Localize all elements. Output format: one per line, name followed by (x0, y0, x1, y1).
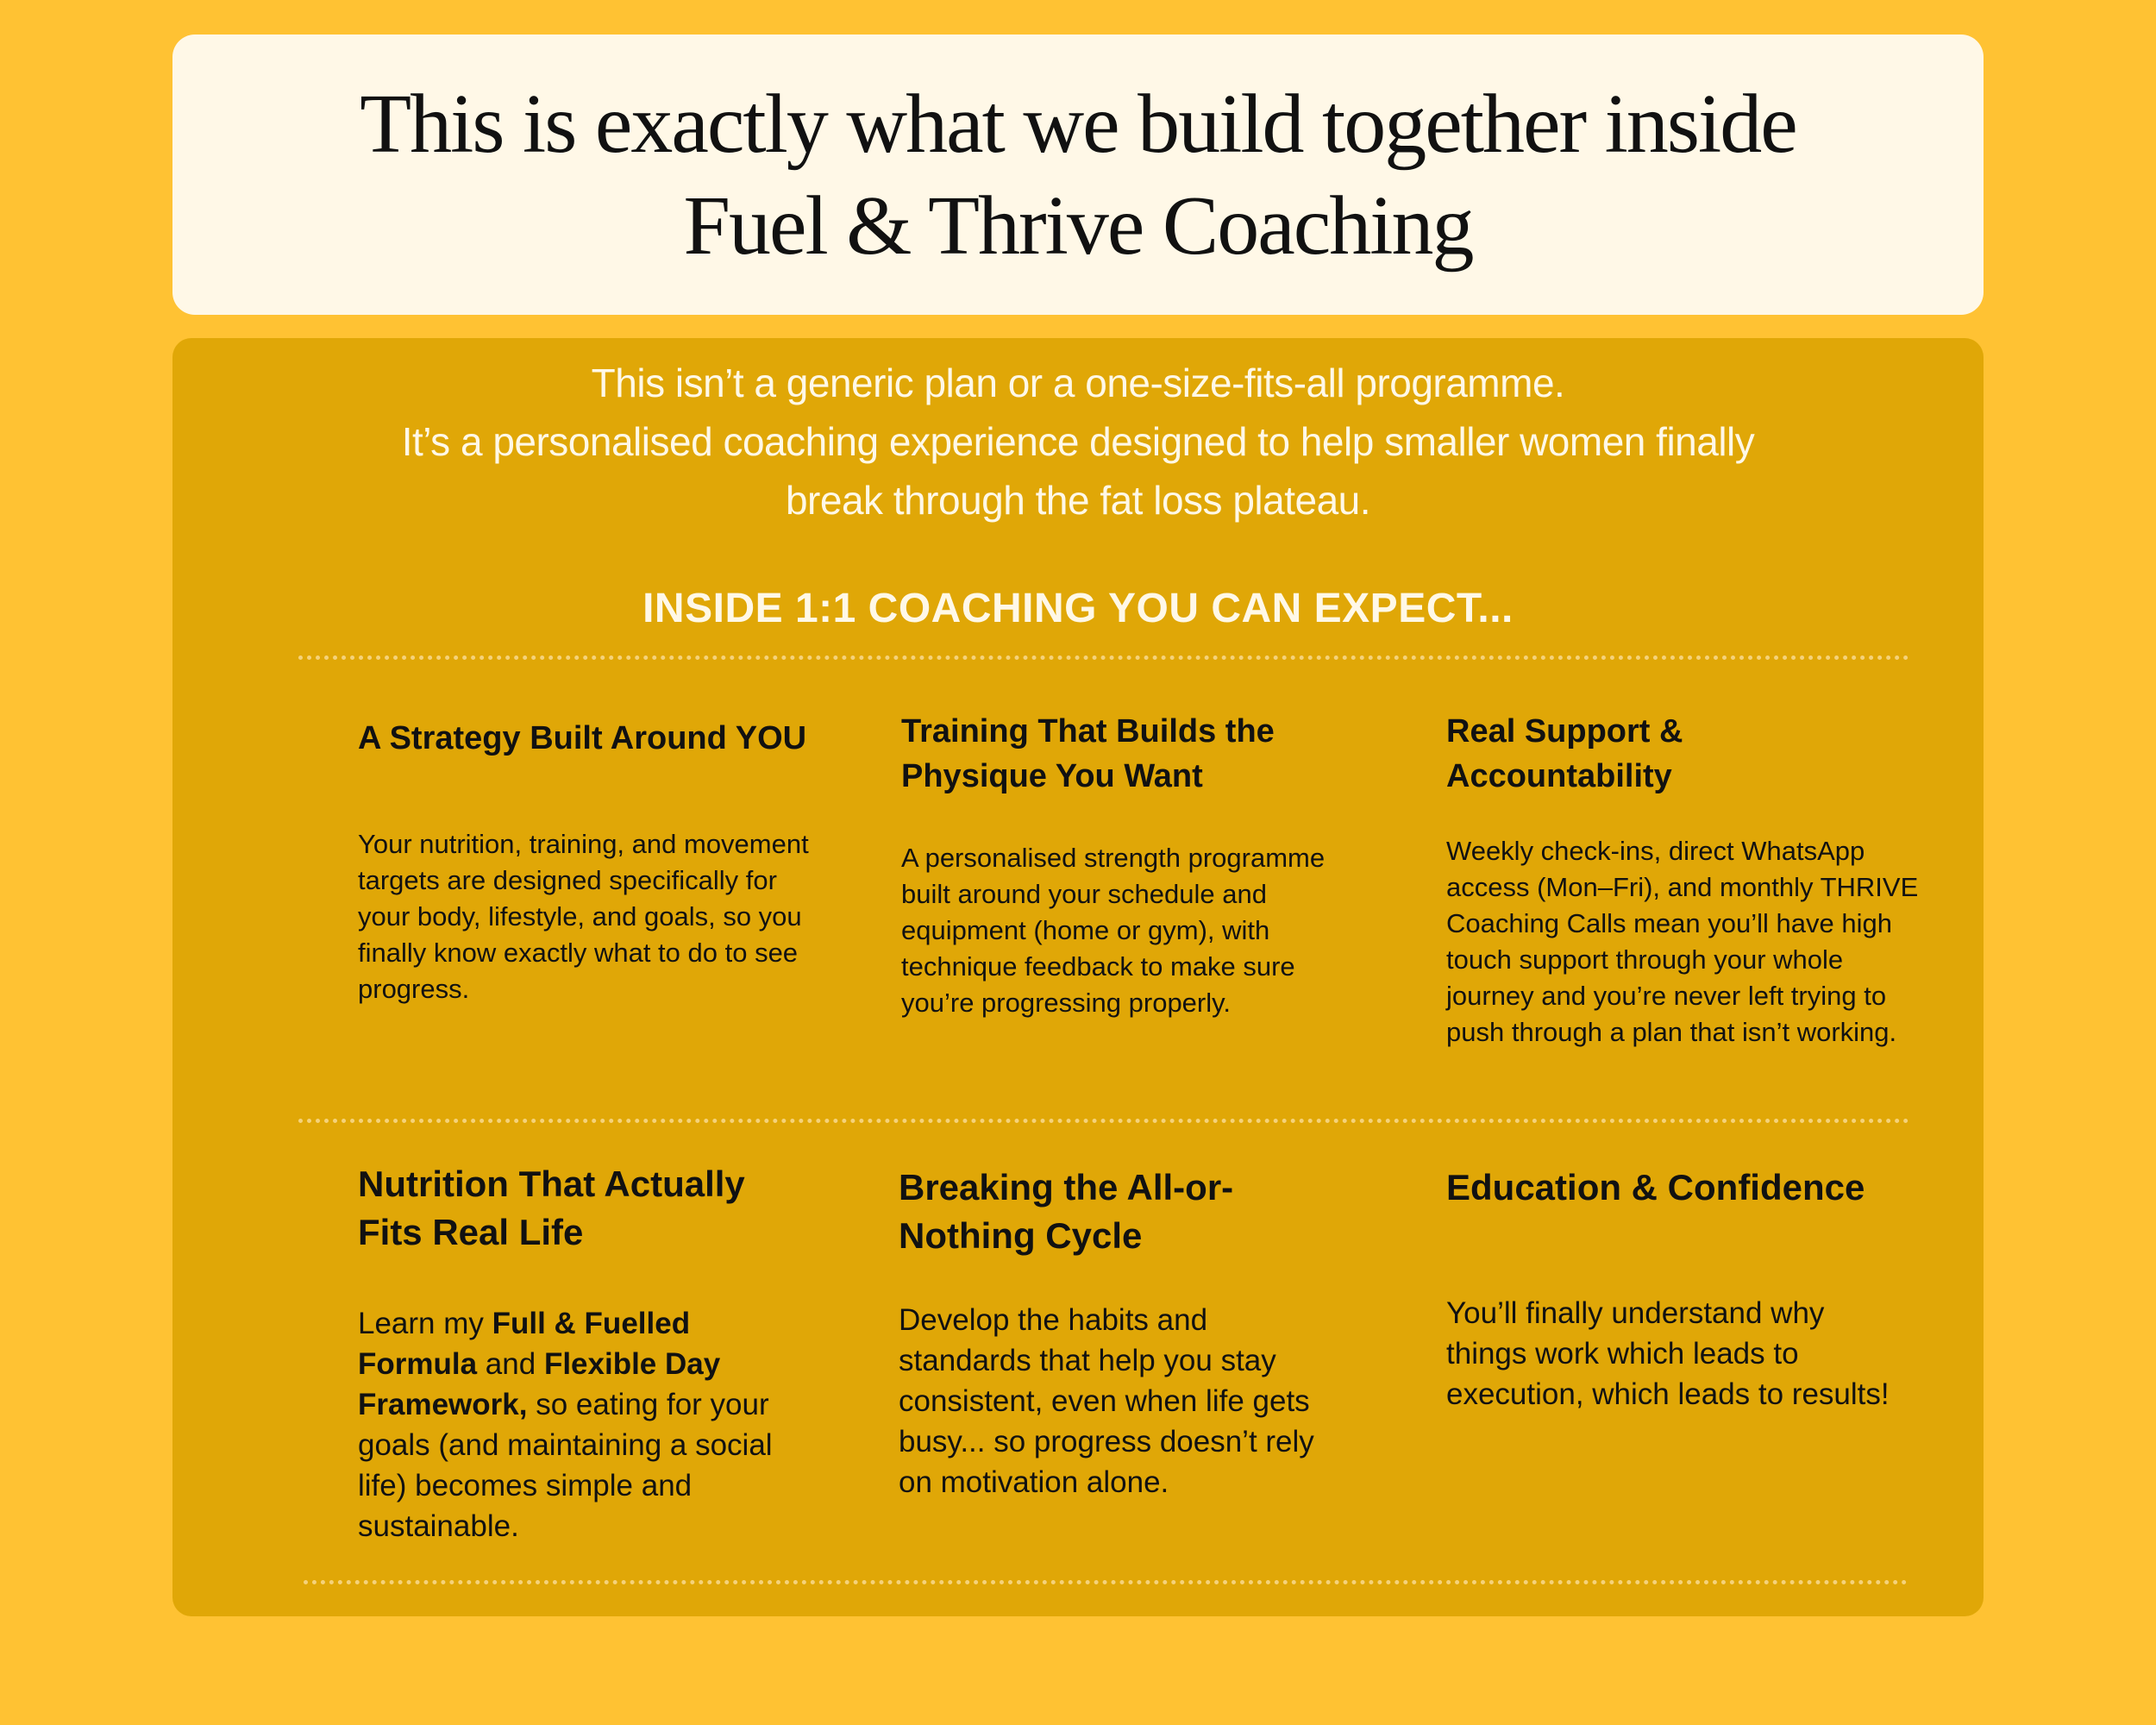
intro-line-2: It’s a personalised coaching experience designed to help smaller women finally (401, 419, 1755, 464)
intro-line-1: This isn’t a generic plan or a one-size-fits-all programme. (591, 361, 1565, 405)
feature-education (1446, 1164, 1929, 1414)
feature-training-body: A personalised strength programme built around your schedule and equipment (home or gym), with technique feedback to make sure you’re progressing properly. (901, 843, 1326, 1018)
intro-line-3: break through the fat loss plateau. (785, 478, 1371, 523)
nutrition-body-text-2: and (477, 1347, 544, 1381)
feature-support (1446, 709, 1929, 1051)
feature-training (901, 709, 1367, 1021)
divider-bottom (304, 1580, 1908, 1584)
page-title-line-1: This is exactly what we build together inside (360, 77, 1796, 171)
feature-support-body: Weekly check-ins, direct WhatsApp access (Mon–Fri), and monthly THRIVE Coaching Calls mean you’ll have high touch support through your whole journey and you’re never left trying to push through a plan that isn’t working. (1446, 836, 1919, 1047)
nutrition-body-text-1: Learn my (358, 1307, 492, 1340)
feature-cycle-title: Breaking the All-or-Nothing Cycle (899, 1167, 1234, 1256)
feature-nutrition-body (358, 1303, 806, 1546)
feature-strategy-title: A Strategy Built Around YOU (358, 720, 807, 756)
header-card (172, 34, 1984, 315)
coaching-details-card (172, 338, 1984, 1616)
feature-strategy (358, 709, 824, 1007)
feature-cycle-body: Develop the habits and standards that help you stay consistent, even when life gets busy... so progress doesn’t rely on motivation alone. (899, 1303, 1314, 1499)
page-title-line-2: Fuel & Thrive Coaching (683, 179, 1473, 273)
feature-training-title: Training That Builds the Physique You Want (901, 713, 1275, 794)
full-fuelled-formula-text: Full & Fuelled Formula (358, 1307, 691, 1381)
section-heading: INSIDE 1:1 COACHING YOU CAN EXPECT... (642, 586, 1514, 631)
feature-education-title: Education & Confidence (1446, 1167, 1865, 1208)
divider-top (298, 656, 1909, 660)
intro-text (172, 354, 1984, 530)
feature-education-body: You’ll finally understand why things work which leads to execution, which leads to results! (1446, 1296, 1890, 1411)
flexible-day-framework-text: Flexible Day Framework, (358, 1347, 721, 1421)
feature-nutrition-title: Nutrition That Actually Fits Real Life (358, 1164, 745, 1252)
feature-nutrition (358, 1160, 806, 1546)
feature-strategy-body: Your nutrition, training, and movement targets are designed specifically for your body, lifestyle, and goals, so you finally know exactly what to do to see progress. (358, 829, 809, 1004)
nutrition-body-text-3: so eating for your goals (and maintaining a social life) becomes simple and sustainable. (358, 1388, 773, 1543)
feature-cycle (899, 1164, 1347, 1502)
feature-support-title: Real Support & Accountability (1446, 713, 1683, 794)
divider-middle (298, 1119, 1909, 1123)
